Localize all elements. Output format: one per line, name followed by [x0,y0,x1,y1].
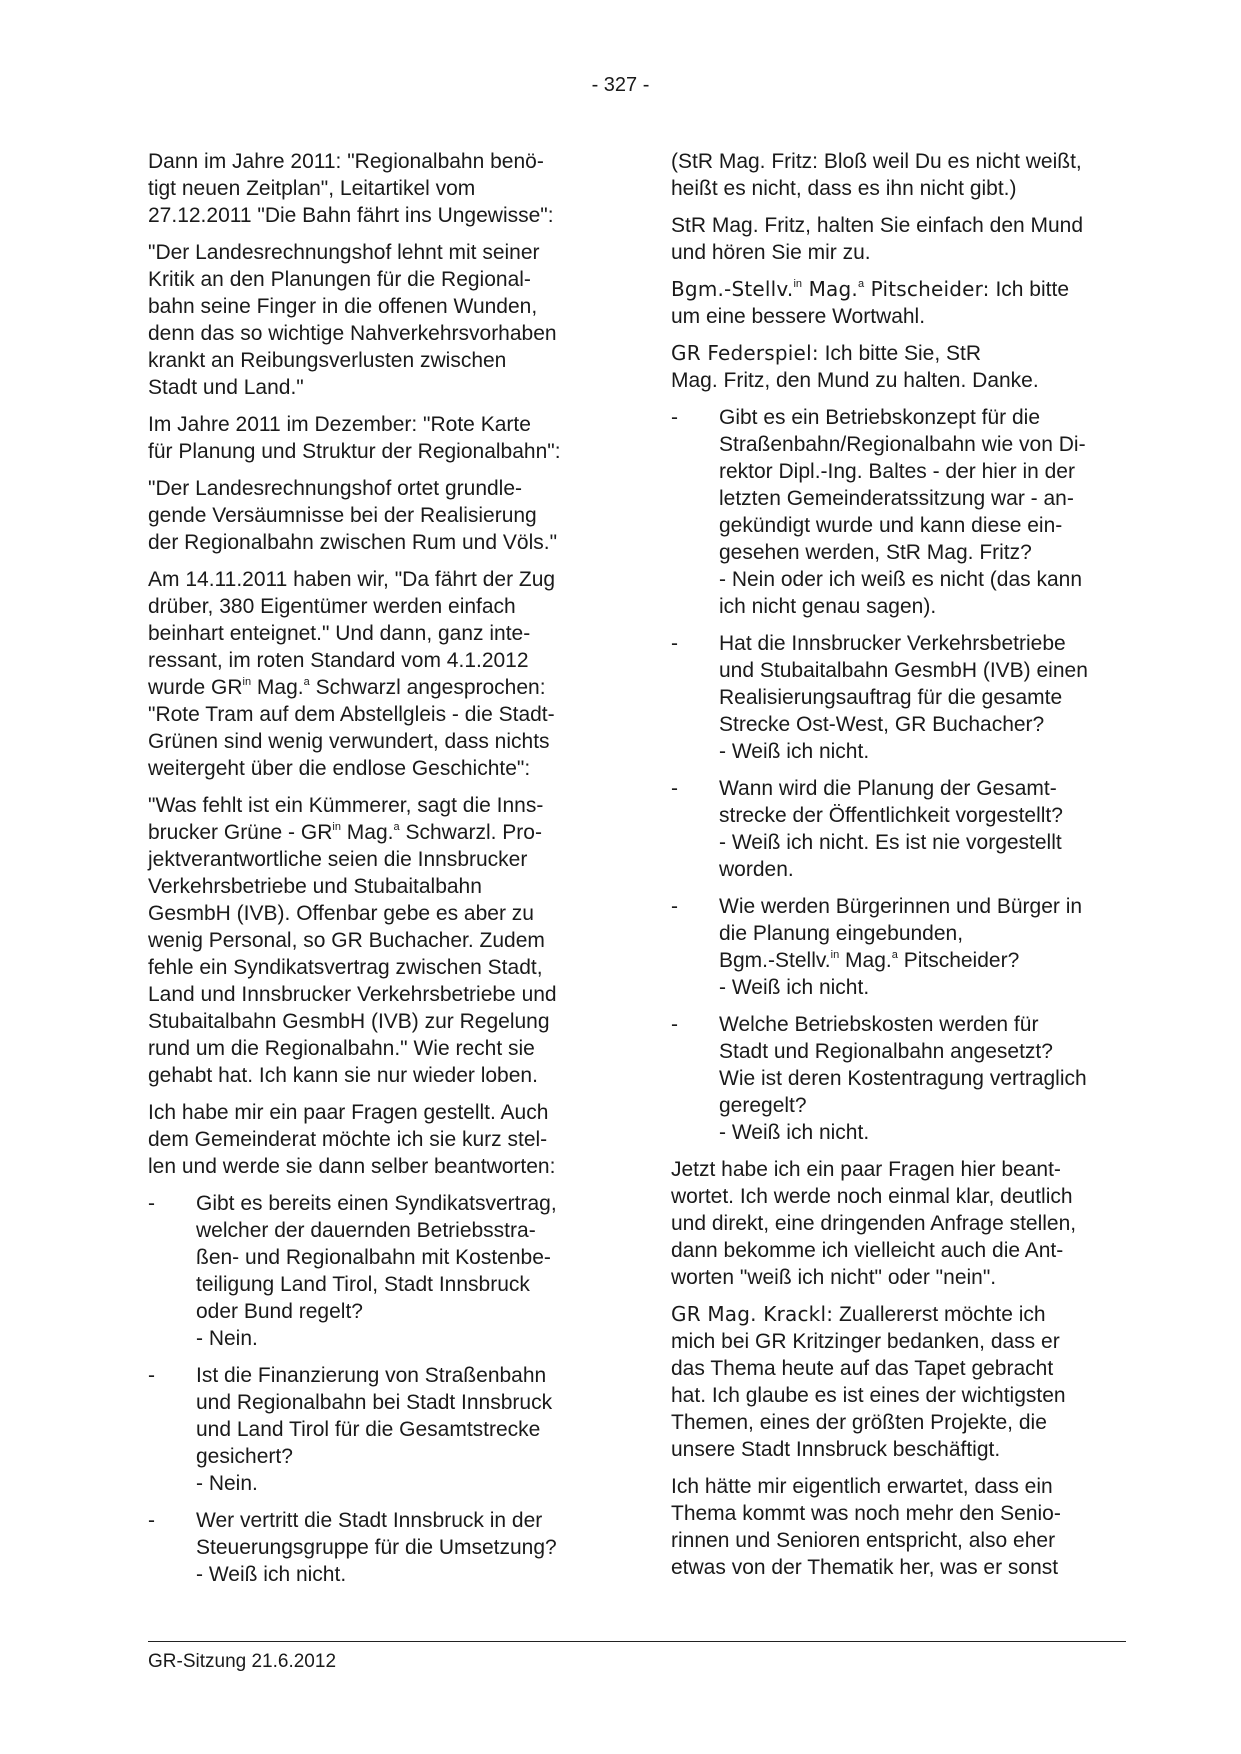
text-line: gekündigt wurde und kann diese ein- [719,514,1063,537]
text-fragment: Ich bitte [989,278,1070,301]
text-line: "Was fehlt ist ein Kümmerer, sagt die Inns- [148,794,544,817]
text-line: ßen- und Regionalbahn mit Kostenbe- [196,1246,551,1269]
left-column [148,148,604,1598]
speaker-paragraph [671,340,1126,394]
text-line: Jetzt habe ich ein paar Fragen hier beant- [671,1158,1061,1181]
text-line: bahn seine Finger in die offenen Wunden, [148,295,538,318]
text-line: Stadt und Regionalbahn angesetzt? [719,1040,1053,1063]
text-line: - Weiß ich nicht. Es ist nie vorgestellt [719,831,1062,854]
text-line: Stubaitalbahn GesmbH (IVB) zur Regelung [148,1010,550,1033]
paragraph [671,1156,1126,1291]
text-line: rund um die Regionalbahn." Wie recht sie [148,1037,535,1060]
text-line: gende Versäumnisse bei der Realisierung [148,504,537,527]
speaker-name: Mag. [802,277,858,301]
text-line: Welche Betriebskosten werden für [719,1013,1039,1036]
text-line: krankt an Reibungsverlusten zwischen [148,349,507,372]
text-fragment: Bgm.-Stellv. [719,949,831,972]
text-line: - Nein. [196,1327,258,1350]
text-line: Hat die Innsbrucker Verkehrsbetriebe [719,632,1066,655]
text-line: Ist die Finanzierung von Straßenbahn [196,1364,547,1387]
text-line: das Thema heute auf das Tapet gebracht [671,1357,1054,1380]
text-line [148,674,604,701]
text-line: - Nein. [196,1472,258,1495]
text-line: Steuerungsgruppe für die Umsetzung? [196,1536,557,1559]
text-line: (StR Mag. Fritz: Bloß weil Du es nicht weißt, [671,150,1082,173]
text-line: Am 14.11.2011 haben wir, "Da fährt der Zug [148,568,556,591]
speaker-paragraph [671,276,1126,330]
text-line: Verkehrsbetriebe und Stubaitalbahn [148,875,482,898]
text-line: GesmbH (IVB). Offenbar gebe es aber zu [148,902,534,925]
text-line: tigt neuen Zeitplan", Leitartikel vom [148,177,476,200]
text-line: Strecke Ost-West, GR Buchacher? [719,713,1045,736]
text-line: weitergeht über die endlose Geschichte": [148,757,531,780]
speaker-name: Bgm.-Stellv. [671,277,794,301]
paragraph [148,148,604,229]
speaker-name: GR Federspiel: [671,341,819,365]
text-line: Mag. Fritz, den Mund zu halten. Danke. [671,369,1039,392]
text-line [671,1301,1126,1328]
bullet-dash: - [671,777,678,800]
bullet-dash: - [148,1509,155,1532]
text-line: Wie werden Bürgerinnen und Bürger in [719,895,1083,918]
text-line: mich bei GR Kritzinger bedanken, dass er [671,1330,1060,1353]
bullet-dash: - [671,895,678,918]
text-line: - Weiß ich nicht. [719,740,870,763]
text-line: und Stubaitalbahn GesmbH (IVB) einen [719,659,1088,682]
text-line: unsere Stadt Innsbruck beschäftigt. [671,1438,1001,1461]
text-line: ressant, im roten Standard vom 4.1.2012 [148,649,529,672]
text-line: teiligung Land Tirol, Stadt Innsbruck [196,1273,530,1296]
text-line: len und werde sie dann selber beantworten: [148,1155,556,1178]
text-line: worden. [719,858,794,881]
text-line: wenig Personal, so GR Buchacher. Zudem [148,929,545,952]
list-item [671,630,1126,765]
page-number: - 327 - [591,74,650,96]
speaker-name: Pitscheider: [864,277,990,301]
text-line: fehle ein Syndikatsvertrag zwischen Stadt, [148,956,543,979]
text-line: Ich habe mir ein paar Fragen gestellt. Auch [148,1101,549,1124]
superscript: in [242,676,252,688]
text-line: Straßenbahn/Regionalbahn wie von Di- [719,433,1086,456]
text-line: Themen, eines der größten Projekte, die [671,1411,1047,1434]
text-line: welcher der dauernden Betriebsstra- [196,1219,536,1242]
text-fragment: brucker Grüne - GR [148,821,333,844]
text-line: oder Bund regelt? [196,1300,363,1323]
text-line: und Regionalbahn bei Stadt Innsbruck [196,1391,553,1414]
footer-session-date: GR-Sitzung 21.6.2012 [148,1651,337,1672]
text-line: 27.12.2011 "Die Bahn fährt ins Ungewisse": [148,204,554,227]
footer-divider [148,1641,1126,1642]
bullet-dash: - [671,632,678,655]
text-line: letzten Gemeinderatssitzung war - an- [719,487,1074,510]
text-line: wortet. Ich werde noch einmal klar, deutlich [671,1185,1073,1208]
bullet-dash: - [148,1364,155,1387]
paragraph [148,566,604,782]
text-line: "Der Landesrechnungshof ortet grundle- [148,477,523,500]
text-line: Thema kommt was noch mehr den Senio- [671,1502,1061,1525]
text-line: der Regionalbahn zwischen Rum und Völs." [148,531,558,554]
speaker-name: GR Mag. Krackl: [671,1302,834,1326]
text-line: Gibt es ein Betriebskonzept für die [719,406,1041,429]
text-line: gesichert? [196,1445,293,1468]
text-line: etwas von der Thematik her, was er sonst [671,1556,1059,1579]
text-line: und hören Sie mir zu. [671,241,871,264]
text-line: für Planung und Struktur der Regionalbahn": [148,440,561,463]
text-fragment: Zuallererst möchte ich [833,1303,1046,1326]
text-line: Grünen sind wenig verwundert, dass nichts [148,730,550,753]
text-line: Ich hätte mir eigentlich erwartet, dass ein [671,1475,1053,1498]
superscript: a [393,821,400,833]
paragraph [148,792,604,1089]
text-line: ich nicht genau sagen). [719,595,937,618]
text-line: Land und Innsbrucker Verkehrsbetriebe und [148,983,557,1006]
bullet-dash: - [671,1013,678,1036]
text-line [671,340,1126,367]
bullet-dash: - [671,406,678,429]
text-line: und direkt, eine dringenden Anfrage stellen, [671,1212,1077,1235]
text-line: beinhart enteignet." Und dann, ganz inte- [148,622,531,645]
text-line: und Land Tirol für die Gesamtstrecke [196,1418,541,1441]
text-line: - Weiß ich nicht. [719,976,870,999]
list-item [671,404,1126,620]
text-fragment: Pitscheider? [897,949,1020,972]
text-line: - Nein oder ich weiß es nicht (das kann [719,568,1082,591]
text-line: gesehen werden, StR Mag. Fritz? [719,541,1032,564]
text-fragment: Mag. [340,821,394,844]
superscript: a [891,949,898,961]
text-line: dann bekomme ich vielleicht auch die Ant- [671,1239,1064,1262]
text-line: dem Gemeinderat möchte ich sie kurz stel- [148,1128,548,1151]
superscript: a [857,278,865,290]
text-line: Wann wird die Planung der Gesamt- [719,777,1057,800]
paragraph [671,1473,1126,1581]
superscript: in [793,278,803,290]
text-line: hat. Ich glaube es ist eines der wichtigsten [671,1384,1066,1407]
text-fragment: Schwarzl angesprochen: [309,676,546,699]
list-item [148,1362,604,1497]
paragraph [148,411,604,465]
text-line: Stadt und Land." [148,376,304,399]
text-line: drüber, 380 Eigentümer werden einfach [148,595,516,618]
paragraph [148,239,604,401]
list-item [671,1011,1126,1146]
text-line: Wie ist deren Kostentragung vertraglich [719,1067,1087,1090]
text-line: die Planung eingebunden, [719,922,964,945]
text-fragment: Mag. [251,676,304,699]
text-line: rektor Dipl.-Ing. Baltes - der hier in der [719,460,1075,483]
list-item [148,1507,604,1588]
list-item [671,893,1126,1001]
speaker-paragraph [671,1301,1126,1463]
superscript: in [332,821,341,833]
text-line: um eine bessere Wortwahl. [671,305,926,328]
text-line: denn das so wichtige Nahverkehrsvorhaben [148,322,557,345]
text-line: - Weiß ich nicht. [719,1121,870,1144]
text-line: Wer vertritt die Stadt Innsbruck in der [196,1509,543,1532]
text-line: Gibt es bereits einen Syndikatsvertrag, [196,1192,557,1215]
text-line: Im Jahre 2011 im Dezember: "Rote Karte [148,413,531,436]
superscript: in [830,949,840,961]
text-line: StR Mag. Fritz, halten Sie einfach den Mund [671,214,1084,237]
text-line: worten "weiß ich nicht" oder "nein". [671,1266,997,1289]
text-line: heißt es nicht, dass es ihn nicht gibt.) [671,177,1017,200]
text-line: geregelt? [719,1094,807,1117]
text-line: rinnen und Senioren entspricht, also eher [671,1529,1056,1552]
bullet-dash: - [148,1192,155,1215]
text-fragment: Ich bitte Sie, StR [818,342,982,365]
text-line: Realisierungsauftrag für die gesamte [719,686,1063,709]
text-line [671,276,1126,303]
text-line [719,947,1126,974]
list-item [671,775,1126,883]
text-line: Kritik an den Planungen für die Regional- [148,268,531,291]
text-line: - Weiß ich nicht. [196,1563,347,1586]
text-fragment: Mag. [839,949,892,972]
text-line: gehabt hat. Ich kann sie nur wieder loben. [148,1064,538,1087]
text-line: jektverantwortliche seien die Innsbrucker [148,848,528,871]
interjection [671,148,1126,202]
right-column [671,148,1126,1591]
paragraph [148,475,604,556]
text-line: Dann im Jahre 2011: "Regionalbahn benö- [148,150,544,173]
paragraph [671,212,1126,266]
superscript: a [303,676,310,688]
text-line: strecke der Öffentlichkeit vorgestellt? [719,804,1063,827]
text-fragment: wurde GR [148,676,243,699]
text-line: "Der Landesrechnungshof lehnt mit seiner [148,241,540,264]
text-fragment: Schwarzl. Pro- [399,821,542,844]
list-item [148,1190,604,1352]
text-line [148,819,604,846]
text-line: "Rote Tram auf dem Abstellgleis - die Stadt- [148,703,555,726]
paragraph [148,1099,604,1180]
